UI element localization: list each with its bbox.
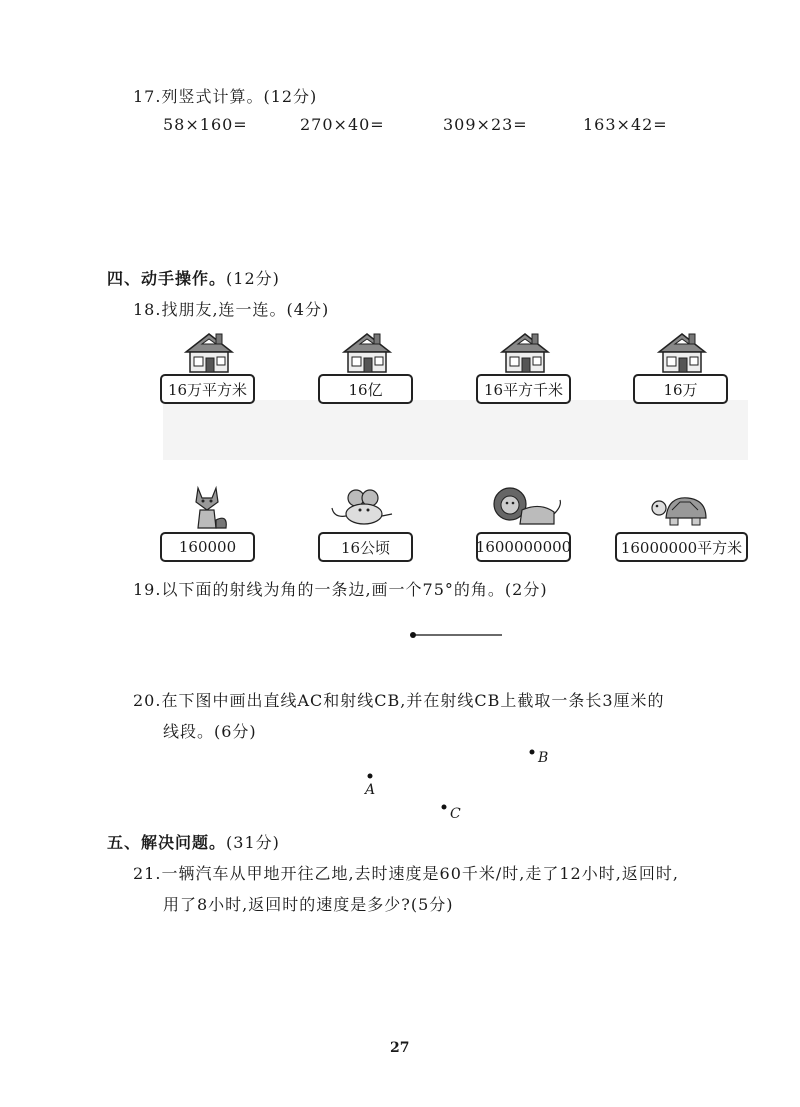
section-5-title — [107, 830, 280, 853]
q20-line2: 线段。(6分) — [163, 722, 257, 741]
calc-item-2: 270×40= — [300, 115, 385, 134]
house-icon — [498, 330, 552, 374]
calc-item-3: 309×23= — [443, 115, 528, 134]
background-band — [163, 400, 748, 460]
calc-item-4: 163×42= — [583, 115, 668, 134]
house-icon — [182, 330, 236, 374]
match-box-top-3: 16平方千米 — [476, 374, 571, 404]
match-box-bottom-4: 16000000平方米 — [615, 532, 748, 562]
section-5-points: (31分) — [226, 833, 280, 852]
match-box-bottom-3: 1600000000 — [476, 532, 571, 562]
q17-title: 17.列竖式计算。(12分) — [133, 87, 318, 106]
lion-icon — [490, 484, 562, 530]
q18-title: 18.找朋友,连一连。(4分) — [133, 300, 330, 319]
q20-line1: 20.在下图中画出直线AC和射线CB,并在射线CB上截取一条长3厘米的 — [133, 691, 665, 710]
page-number: 27 — [390, 1040, 410, 1056]
section-4-title — [107, 266, 280, 289]
house-icon — [655, 330, 709, 374]
turtle-icon — [650, 490, 712, 528]
section-5-label: 五、解决问题。 — [107, 833, 227, 852]
section-4-points: (12分) — [226, 269, 280, 288]
point-label-c: C — [450, 806, 461, 822]
ray-figure — [405, 628, 505, 642]
mouse-icon — [330, 488, 396, 528]
q21-line2: 用了8小时,返回时的速度是多少?(5分) — [163, 895, 454, 914]
section-4-label: 四、动手操作。 — [107, 269, 227, 288]
match-box-bottom-2: 16公顷 — [318, 532, 413, 562]
match-box-top-4: 16万 — [633, 374, 728, 404]
point-label-a: A — [365, 782, 376, 798]
match-box-bottom-1: 160000 — [160, 532, 255, 562]
match-box-top-2: 16亿 — [318, 374, 413, 404]
point-label-b: B — [538, 750, 549, 766]
fox-icon — [182, 484, 232, 532]
q21-line1: 21.一辆汽车从甲地开往乙地,去时速度是60千米/时,走了12小时,返回时, — [133, 864, 679, 883]
q19-title: 19.以下面的射线为角的一条边,画一个75°的角。(2分) — [133, 580, 548, 599]
calc-item-1: 58×160= — [163, 115, 248, 134]
match-box-top-1: 16万平方米 — [160, 374, 255, 404]
house-icon — [340, 330, 394, 374]
